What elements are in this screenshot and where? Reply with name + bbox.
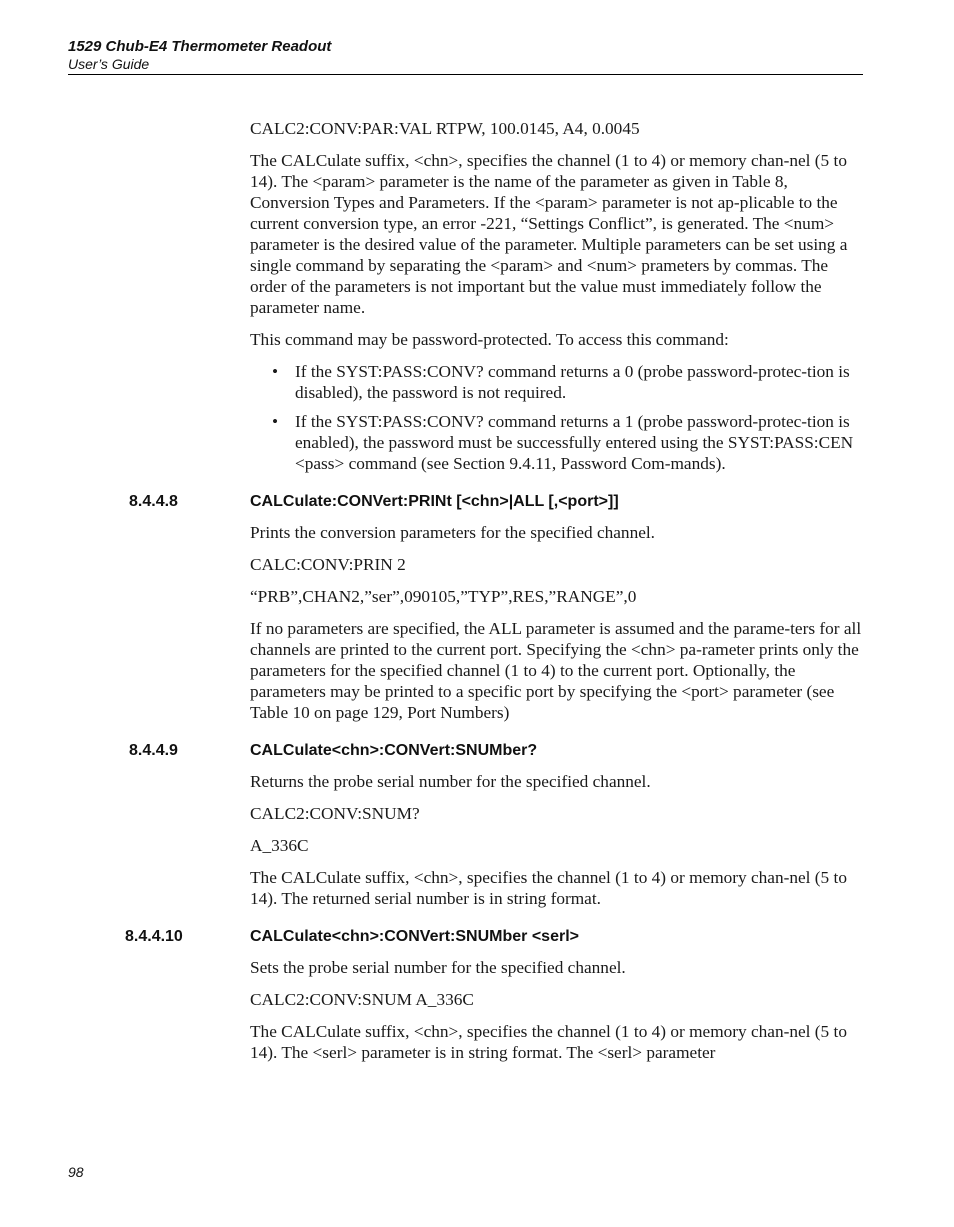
bullet-item (250, 411, 864, 474)
command-response: A_336C (250, 836, 309, 855)
command-example: CALC2:CONV:PAR:VAL RTPW, 100.0145, A4, 0.0045 (250, 119, 640, 138)
bullet-item (250, 361, 864, 403)
bullet-dot: • (272, 362, 279, 381)
bullet-text: If the SYST:PASS:CONV? command returns a 1 (probe password-protec-tion is enabled), the password must be successfully entered using the SYST:PASS:CEN <pass> command (see Section 9.4.11, Password Com-mands). (295, 412, 854, 473)
section-title: CALCulate<chn>:CONVert:SNUMber? (250, 742, 538, 759)
section-heading (129, 741, 864, 761)
document-subtitle: User’s Guide (68, 56, 150, 72)
page-number: 98 (68, 1164, 84, 1180)
command-response: “PRB”,CHAN2,”ser”,090105,”TYP”,RES,”RANGE”,0 (250, 587, 637, 606)
paragraph: This command may be password-protected. To access this command: (250, 330, 729, 349)
command-example: CALC:CONV:PRIN 2 (250, 555, 406, 574)
paragraph: The CALCulate suffix, <chn>, specifies the channel (1 to 4) or memory chan-nel (5 to 14). The <serl> parameter is in string format. The <serl> parameter (250, 1022, 847, 1062)
command-example: CALC2:CONV:SNUM A_336C (250, 990, 474, 1009)
command-example: CALC2:CONV:SNUM? (250, 804, 420, 823)
section-number: 8.4.4.9 (129, 742, 178, 759)
paragraph: Returns the probe serial number for the specified channel. (250, 772, 651, 791)
page-header (68, 38, 863, 75)
section-number: 8.4.4.10 (125, 928, 183, 945)
section-number: 8.4.4.8 (129, 493, 178, 510)
bullet-dot: • (272, 412, 279, 431)
paragraph: Prints the conversion parameters for the specified channel. (250, 523, 656, 542)
section-title: CALCulate:CONVert:PRINt [<chn>|ALL [,<port>]] (250, 493, 619, 510)
paragraph: The CALCulate suffix, <chn>, specifies the channel (1 to 4) or memory chan-nel (5 to 14). The returned serial number is in string format. (250, 868, 847, 908)
page-content (125, 118, 864, 1074)
bullet-text: If the SYST:PASS:CONV? command returns a 0 (probe password-protec-tion is disabled), the password is not required. (295, 362, 850, 402)
paragraph: Sets the probe serial number for the specified channel. (250, 958, 626, 977)
document-title: 1529 Chub-E4 Thermometer Readout (68, 38, 332, 55)
section-title: CALCulate<chn>:CONVert:SNUMber <serl> (250, 928, 579, 945)
section-heading (125, 927, 864, 947)
bullet-list (250, 361, 864, 474)
section-heading (129, 492, 864, 512)
paragraph: If no parameters are specified, the ALL parameter is assumed and the parame-ters for all channels are printed to the current port. Specifying the <chn> pa-rameter prints only the parameters for the specified channel (1 to 4) to the current port. Optionally, the parameters may be printed to a specific port by specifying the <port> parameter (see Table 10 on page 129, Port Numbers) (250, 619, 862, 722)
paragraph: The CALCulate suffix, <chn>, specifies the channel (1 to 4) or memory chan-nel (5 to 14). The <param> parameter is the name of the parameter as given in Table 8, Conversion Types and Parameters. If the <param> parameter is not ap-plicable to the current conversion type, an error -221, “Settings Conflict”, is generated. The <num> parameter is the desired value of the parameter. Multiple parameters can be set using a single command by separating the <param> and <num> prameters by commas. The order of the parameters is not important but the value must immediately follow the parameter name. (250, 151, 848, 317)
